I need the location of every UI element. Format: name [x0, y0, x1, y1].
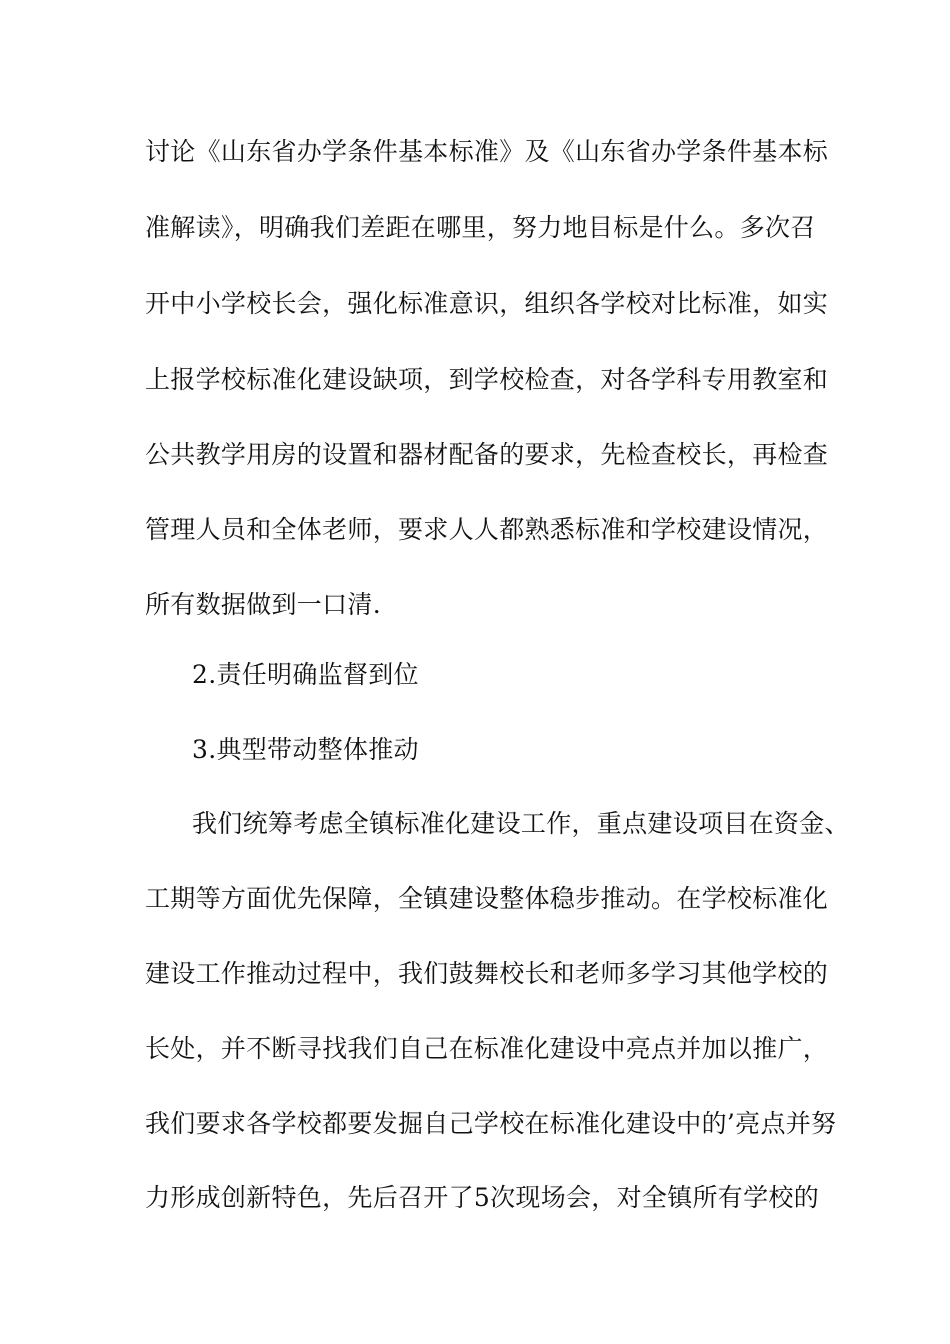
text-line: 长处，并不断寻找我们自己在标准化建设中亮点并加以推广，	[145, 1034, 829, 1063]
text-line: 工期等方面优先保障，全镇建设整体稳步推动。在学校标准化	[145, 884, 829, 913]
text-line: 我们要求各学校都要发掘自己学校在标准化建设中的’亮点并努	[145, 1109, 837, 1138]
text-line: 准解读》，明确我们差距在哪里，努力地目标是什么。多次召	[145, 213, 816, 242]
text-line: 我们统筹考虑全镇标准化建设工作，重点建设项目在资金、	[192, 809, 850, 838]
text-line: 管理人员和全体老师，要求人人都熟悉标准和学校建设情况，	[145, 515, 829, 544]
text-line: 开中小学校长会，强化标准意识，组织各学校对比标准，如实	[145, 289, 829, 318]
text-line: 力形成创新特色，先后召开了5次现场会，对全镇所有学校的	[145, 1183, 820, 1212]
section-heading: 2.责任明确监督到位	[192, 660, 419, 689]
text-line: 建设工作推动过程中，我们鼓舞校长和老师多学习其他学校的	[145, 959, 829, 988]
text-line: 所有数据做到一口清.	[145, 590, 381, 619]
text-line: 上报学校标准化建设缺项，到学校检查，对各学科专用教室和	[145, 365, 829, 394]
section-heading: 3.典型带动整体推动	[192, 735, 419, 764]
text-line: 公共教学用房的设置和器材配备的要求，先检查校长，再检查	[145, 440, 829, 469]
text-line: 讨论《山东省办学条件基本标准》及《山东省办学条件基本标	[145, 137, 829, 166]
